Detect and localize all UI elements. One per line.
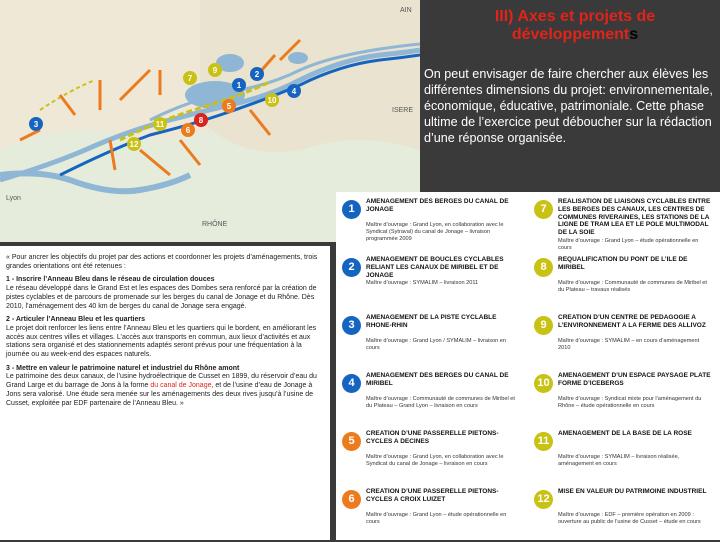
project-title-3: AMENAGEMENT DE LA PISTE CYCLABLE RHONE-RHIN bbox=[366, 314, 497, 329]
svg-text:11: 11 bbox=[155, 120, 165, 129]
svg-text:7: 7 bbox=[187, 74, 193, 83]
project-badge-8: 8 bbox=[534, 258, 553, 277]
project-title-2: AMENAGEMENT DE BOUCLES CYCLABLES RELIANT LES CANAUX DE MIRIBEL ET DE JONAGE bbox=[366, 256, 504, 279]
project-title-12: MISE EN VALEUR DU PATRIMOINE INDUSTRIEL bbox=[558, 488, 707, 495]
project-desc-12: Maître d’ouvrage : EDF – première opération en 2009 : ouverture au public de l’usine de Cusset – étude en cours bbox=[558, 512, 701, 525]
map-label-ain: AIN bbox=[400, 7, 412, 14]
project-item-10 bbox=[528, 370, 718, 426]
project-badge-4: 4 bbox=[342, 374, 361, 393]
svg-text:12: 12 bbox=[129, 140, 139, 149]
project-desc-8: Maître d’ouvrage : Communauté de communes de Miribel et du Plateau – travaux réalisés bbox=[558, 280, 707, 293]
project-badge-3: 3 bbox=[342, 316, 361, 335]
orientation-title-2: 2 - Articuler l’Anneau Bleu et les quartiers bbox=[6, 316, 146, 324]
project-title-11: AMENAGEMENT DE LA BASE DE LA ROSE bbox=[558, 430, 692, 437]
project-desc-1: Maître d’ouvrage : Grand Lyon, en collaboration avec le Syndicat (Sytraval) du canal de Jonage – livraison programmée 2009 bbox=[366, 222, 504, 242]
project-desc-10: Maître d’ouvrage : Syndicat mixte pour l’aménagement du Rhône – étude opérationnelle en cours bbox=[558, 396, 702, 409]
project-desc-9: Maître d’ouvrage : SYMALIM – en cours d’aménagement 2010 bbox=[558, 338, 700, 351]
orientation-body-3: Le patrimoine des deux canaux, de l’usine hydroélectrique de Cusset en 1899, du réservoir d’eau du Grand Large et du barrage de Jons à la forme du canal de Jonage, et de l’usine d’eau de Jonage à Jons sera valorisé. Une étude sera menée sur les aménagements des deux rives jusqu’à l’usine de Cusset, exploitée par EDF partenaire de l’Anneau Bleu. » bbox=[6, 373, 317, 407]
map-label-lyon: Lyon bbox=[6, 195, 21, 202]
orientation-title-1: 1 - Inscrire l’Anneau Bleu dans le réseau de circulation douces bbox=[6, 276, 215, 284]
svg-text:10: 10 bbox=[267, 96, 277, 105]
map-label-rhone: RHÔNE bbox=[202, 221, 228, 228]
project-item-1 bbox=[336, 196, 526, 252]
project-desc-4: Maître d’ouvrage : Communauté de communes de Miribel et du Plateau – Grand Lyon – livraison en cours bbox=[366, 396, 515, 409]
orientations-intro: « Pour ancrer les objectifs du projet par des actions et coordonner les projets d’aménagements, trois grandes orientations ont été retenues : bbox=[6, 254, 318, 270]
map-label-isere: ISERE bbox=[392, 107, 414, 114]
svg-text:2: 2 bbox=[254, 70, 260, 79]
project-desc-3: Maître d’ouvrage : Grand Lyon / SYMALIM – livraison en cours bbox=[366, 338, 507, 351]
project-badge-6: 6 bbox=[342, 490, 361, 509]
project-title-6: CREATION D’UNE PASSERELLE PIETONS-CYCLES A CROIX LUIZET bbox=[366, 488, 499, 503]
project-title-10: AMENAGEMENT D’UN ESPACE PAYSAGE PLATE FORME D’ICEBERGS bbox=[558, 372, 711, 387]
project-badge-5: 5 bbox=[342, 432, 361, 451]
project-badge-12: 12 bbox=[534, 490, 553, 509]
project-badge-11: 11 bbox=[534, 432, 553, 451]
project-item-4 bbox=[336, 370, 526, 426]
project-title-7: REALISATION DE LIAISONS CYCLABLES ENTRE LES BERGES DES CANAUX, LES CENTRES DE COMMUNES RIVERAINES, LES STATIONS DE LA LIGNE DE TRAM LEA ET LE POLE MULTIMODAL DE LA SOIE bbox=[558, 198, 711, 237]
project-desc-2: Maître d’ouvrage : SYMALIM – livraison 2011 bbox=[366, 280, 479, 286]
project-badge-10: 10 bbox=[534, 374, 553, 393]
svg-text:1: 1 bbox=[236, 81, 242, 90]
project-item-7 bbox=[528, 196, 718, 252]
slide-title-tail: s bbox=[629, 26, 639, 43]
svg-text:9: 9 bbox=[212, 66, 218, 75]
project-item-3 bbox=[336, 312, 526, 368]
project-item-11 bbox=[528, 428, 718, 484]
project-desc-5: Maître d’ouvrage : Grand Lyon, en collaboration avec le Syndicat du canal de Jonage – livraison en cours bbox=[366, 454, 504, 467]
project-badge-2: 2 bbox=[342, 258, 361, 277]
slide-title-main: III) Axes et projets de développement bbox=[494, 8, 656, 43]
slide-title bbox=[440, 8, 710, 44]
projects-panel bbox=[336, 192, 720, 540]
project-desc-6: Maître d’ouvrage : Grand Lyon – étude opérationnelle en cours bbox=[366, 512, 507, 525]
intro-text: On peut envisager de faire chercher aux élèves les différentes dimensions du projet: environnementale, économique, éducative, patrimoniale. Cette phase ultime de l’exercice peut déboucher sur la rédaction d’une réponse organisée. bbox=[424, 67, 713, 145]
svg-text:4: 4 bbox=[291, 87, 297, 96]
orientation-highlight: du canal de Jonage bbox=[150, 382, 212, 390]
orientation-body-2: Le projet doit renforcer les liens entre l’Anneau Bleu et les quartiers qui le bordent, en améliorant les accès aux centres villes et villages. L’accès aux transports en commun, aux lieux d’activités et aux stations sera organisé et des stationnements adaptés seront prévus pour une fréquentation à la journée ou au week-end des espaces naturels. bbox=[6, 324, 317, 359]
project-item-12 bbox=[528, 486, 718, 542]
project-badge-7: 7 bbox=[534, 200, 553, 219]
project-item-6 bbox=[336, 486, 526, 542]
project-badge-9: 9 bbox=[534, 316, 553, 335]
project-title-9: CREATION D’UN CENTRE DE PEDAGOGIE A L’ENVIRONNEMENT A LA FERME DES ALLIVOZ bbox=[558, 314, 706, 329]
project-item-8 bbox=[528, 254, 718, 310]
orientation-body-1: Le réseau développé dans le Grand Est et les espaces des Dombes sera renforcé par la création de pistes cyclables et de parcours de promenade sur les berges du canal de Jonage et du Rhône. Dès 2010, l’aménagement des 40 km de berges du canal de Jonage sera engagé. bbox=[6, 285, 317, 310]
project-title-4: AMENAGEMENT DES BERGES DU CANAL DE MIRIBEL bbox=[366, 372, 509, 387]
svg-text:8: 8 bbox=[198, 116, 204, 125]
project-item-2 bbox=[336, 254, 526, 310]
orientation-title-3: 3 - Mettre en valeur le patrimoine naturel et industriel du Rhône amont bbox=[6, 364, 240, 372]
project-item-9 bbox=[528, 312, 718, 368]
svg-text:3: 3 bbox=[33, 120, 39, 129]
project-title-8: REQUALIFICATION DU PONT DE L’ILE DE MIRIBEL bbox=[558, 256, 688, 271]
project-item-5 bbox=[336, 428, 526, 484]
project-title-5: CREATION D’UNE PASSERELLE PIETONS-CYCLES A DECINES bbox=[366, 430, 499, 445]
project-desc-11: Maître d’ouvrage : SYMALIM – livraison réalisée, aménagement en cours bbox=[558, 454, 680, 467]
svg-text:6: 6 bbox=[185, 126, 191, 135]
orientations-panel bbox=[0, 246, 330, 540]
project-badge-1: 1 bbox=[342, 200, 361, 219]
project-desc-7: Maître d’ouvrage : Grand Lyon – étude opérationnelle en cours bbox=[558, 238, 699, 251]
project-title-1: AMENAGEMENT DES BERGES DU CANAL DE JONAGE bbox=[366, 198, 509, 213]
svg-text:5: 5 bbox=[226, 102, 232, 111]
